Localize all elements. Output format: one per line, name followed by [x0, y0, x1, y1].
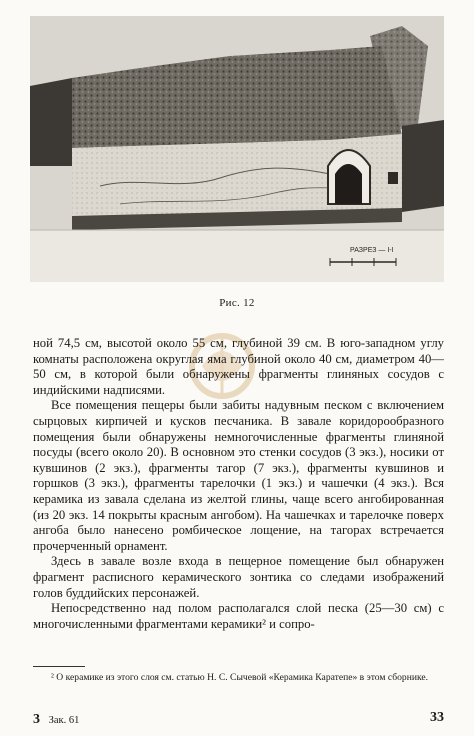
- paragraph: Непосредственно над полом располагался слой песка (25—30 см) с многочисленными фрагментами керамики² и сопро-: [33, 601, 444, 631]
- printer-signature: [33, 712, 79, 728]
- footnote-divider: [33, 666, 85, 667]
- paragraph: Здесь в завале возле входа в пещерное помещение был обнаружен фрагмент расписного керамического зонтика со следами изображений голов буддийских персонажей.: [33, 554, 444, 600]
- figure-caption: Рис. 12: [219, 297, 255, 309]
- drawing-svg: [30, 16, 444, 282]
- footnote: ² О керамике из этого слоя см. статью Н. С. Сычевой «Керамика Каратепе» в этом сборнике.: [51, 672, 429, 683]
- signature-number: 3: [33, 712, 40, 727]
- paragraph: ной 74,5 см, высотой около 55 см, глубиной 39 см. В юго-западном углу комнаты расположена округлая яма глубиной около 40 см, диаметром 40—50 см, в которой были обнаружены фрагменты глиняных сосудов с индийскими надписями.: [33, 336, 444, 397]
- body-text: [33, 336, 444, 632]
- cave-section-drawing: [30, 16, 444, 282]
- section-label: РАЗРЕЗ — I-I: [350, 247, 394, 254]
- page-number: 33: [430, 710, 444, 725]
- paragraph: Все помещения пещеры были забиты надувным песком с включением сырцовых кирпичей и кусков песчаника. В завале коридорообразного помещения были обнаружены немногочисленные фрагменты глиняной посуды (всего около 20). В основном это стенки сосудов (3 экз.), носики от кувшинов (2 экз.), фрагменты тагор (7 экз.), фрагменты кувшинов и горшков (3 экз.), фрагменты тарелочки (1 экз.) и чашечки (4 экз.). Вся керамика из завала сделана из желтой глины, чаще всего ангобированная (из 20 экз. 14 покрыты красным ангобом). На чашечках и тарелочке поверх ангоба было нанесено ромбическое лощение, на тагорах встречается прочерченный орнамент.: [33, 398, 444, 553]
- order-number: Зак. 61: [48, 715, 80, 726]
